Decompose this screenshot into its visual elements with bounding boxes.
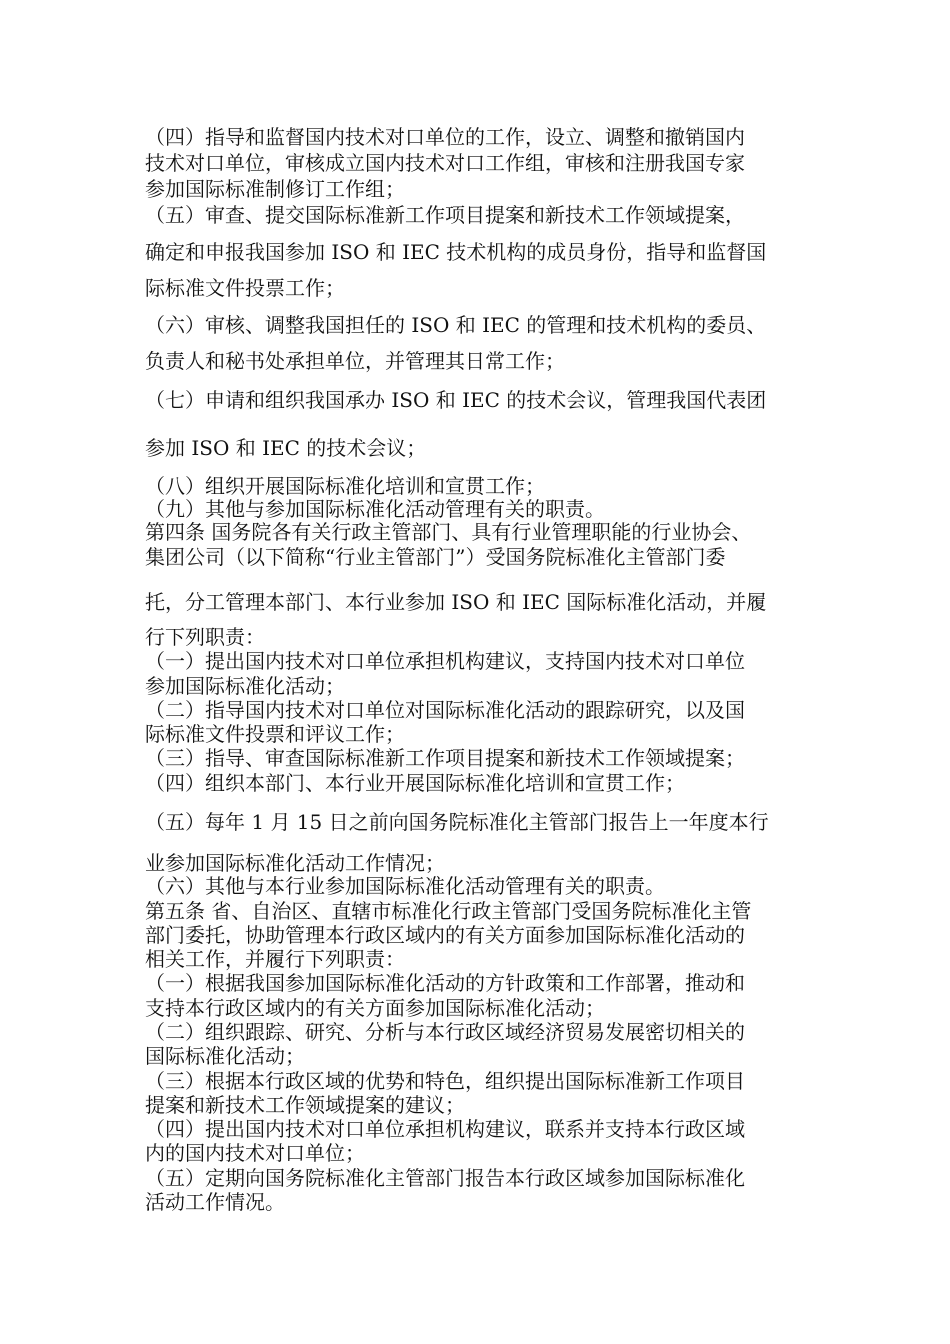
text-line: 国际标准化活动；	[145, 1044, 305, 1068]
text-line: 负责人和秘书处承担单位，并管理其日常工作；	[145, 349, 565, 373]
text-line: 提案和新技术工作领域提案的建议；	[145, 1093, 465, 1117]
text-line: 活动工作情况。	[145, 1190, 285, 1214]
text-line: （三）根据本行政区域的优势和特色，组织提出国际标准新工作项目	[145, 1069, 745, 1093]
text-line: 行下列职责：	[145, 625, 265, 649]
text-line: 第四条 国务院各有关行政主管部门、具有行业管理职能的行业协会、	[145, 520, 752, 544]
text-line: （六）其他与本行业参加国际标准化活动管理有关的职责。	[145, 874, 665, 898]
text-line: （四）提出国内技术对口单位承担机构建议，联系并支持本行政区域	[145, 1117, 745, 1141]
text-line: （八）组织开展国际标准化培训和宣贯工作；	[145, 474, 545, 498]
text-line: 参加 ISO 和 IEC 的技术会议；	[145, 436, 427, 460]
text-line: （四）组织本部门、本行业开展国际标准化培训和宣贯工作；	[145, 771, 685, 795]
text-line: （七）申请和组织我国承办 ISO 和 IEC 的技术会议，管理我国代表团	[145, 388, 767, 412]
text-line: （五）定期向国务院标准化主管部门报告本行政区域参加国际标准化	[145, 1166, 745, 1190]
text-line: 技术对口单位，审核成立国内技术对口工作组，审核和注册我国专家	[145, 151, 745, 175]
text-line: （二）组织跟踪、研究、分析与本行政区域经济贸易发展密切相关的	[145, 1020, 745, 1044]
text-line: 业参加国际标准化活动工作情况；	[145, 851, 445, 875]
text-line: （二）指导国内技术对口单位对国际标准化活动的跟踪研究，以及国	[145, 698, 745, 722]
text-line: 集团公司（以下简称“行业主管部门”）受国务院标准化主管部门委	[145, 545, 726, 569]
text-line: 支持本行政区域内的有关方面参加国际标准化活动；	[145, 996, 605, 1020]
text-line: （三）指导、审查国际标准新工作项目提案和新技术工作领域提案；	[145, 746, 745, 770]
text-line: （一）根据我国参加国际标准化活动的方针政策和工作部署，推动和	[145, 971, 745, 995]
text-line: （九）其他与参加国际标准化活动管理有关的职责。	[145, 497, 605, 521]
text-line: 参加国际标准制修订工作组；	[145, 177, 405, 201]
text-line: 第五条 省、自治区、直辖市标准化行政主管部门受国务院标准化主管	[145, 899, 752, 923]
text-line: （六）审核、调整我国担任的 ISO 和 IEC 的管理和技术机构的委员、	[145, 313, 767, 337]
text-line: 参加国际标准化活动；	[145, 674, 345, 698]
text-line: 内的国内技术对口单位；	[145, 1141, 365, 1165]
text-line: （四）指导和监督国内技术对口单位的工作，设立、调整和撤销国内	[145, 125, 745, 149]
text-line: 相关工作，并履行下列职责：	[145, 947, 405, 971]
text-line: （五）审查、提交国际标准新工作项目提案和新技术工作领域提案，	[145, 203, 745, 227]
text-line: （一）提出国内技术对口单位承担机构建议，支持国内技术对口单位	[145, 649, 745, 673]
text-line: 托，分工管理本部门、本行业参加 ISO 和 IEC 国际标准化活动，并履	[145, 590, 767, 614]
text-line: 际标准文件投票和评议工作；	[145, 722, 405, 746]
text-line: 际标准文件投票工作；	[145, 276, 345, 300]
text-line: 部门委托，协助管理本行政区域内的有关方面参加国际标准化活动的	[145, 923, 745, 947]
text-line: （五）每年 1 月 15 日之前向国务院标准化主管部门报告上一年度本行	[145, 810, 769, 834]
text-line: 确定和申报我国参加 ISO 和 IEC 技术机构的成员身份，指导和监督国	[145, 240, 767, 264]
